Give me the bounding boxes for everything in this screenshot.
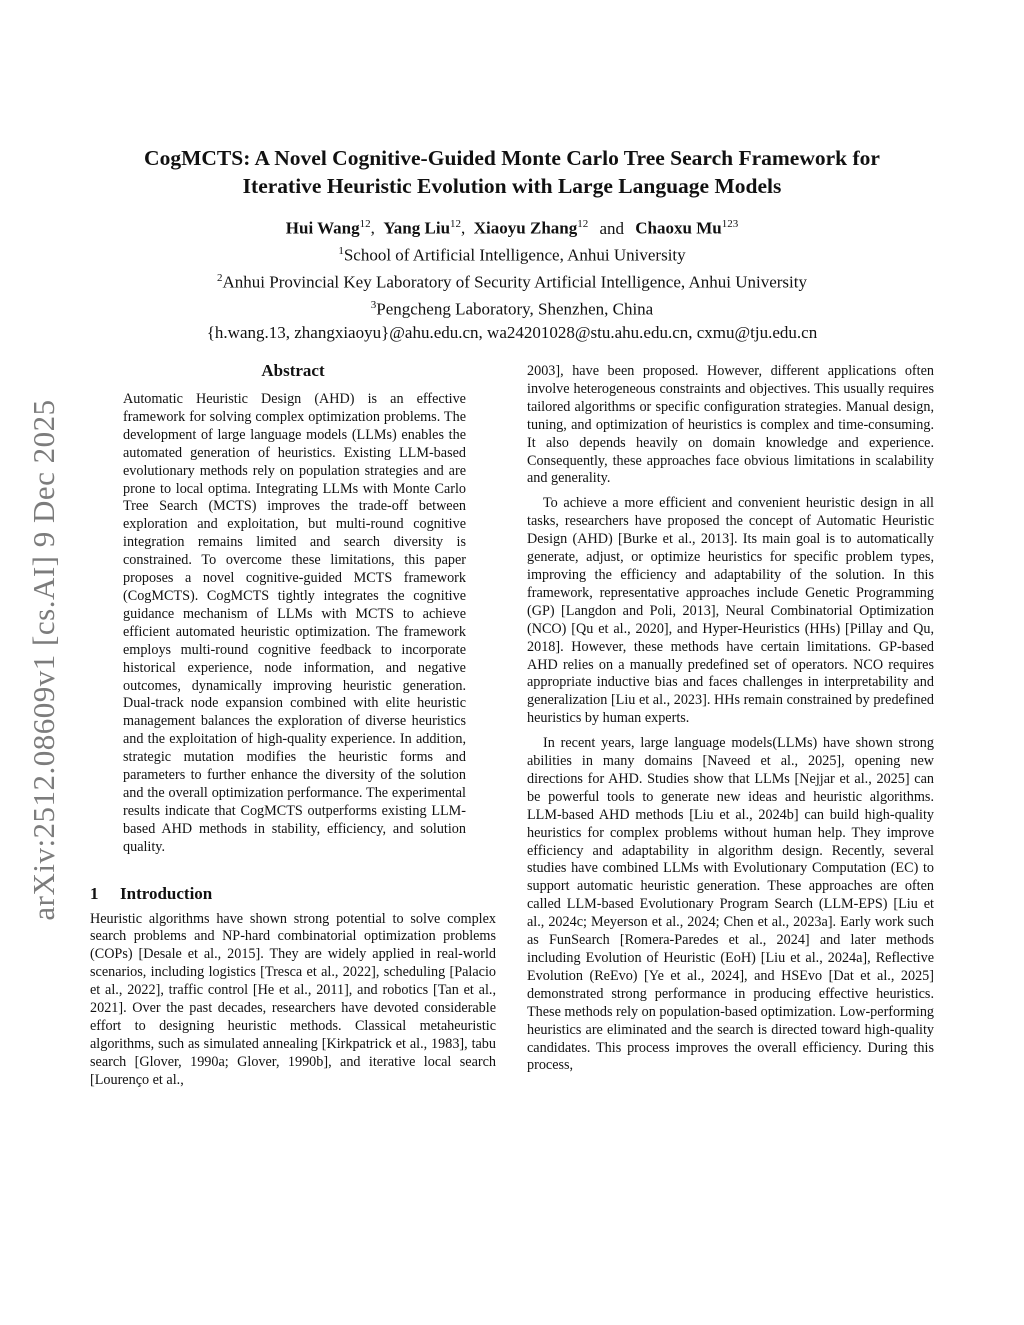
arxiv-identifier: arXiv:2512.08609v1 [cs.AI] 9 Dec 2025: [26, 399, 61, 921]
section-number: 1: [90, 883, 99, 903]
intro-paragraph-2: To achieve a more efficient and convenient heuristic design in all tasks, researchers have proposed the concept of Automatic Heuristic Design (AHD) [Burke et al., 2013]. Its main goal is to automatically generate, adjust, or optimize heuristics for specific problem types, improving the efficiency and adaptability of the solution. In this framework, representative approaches include Genetic Programming (GP) [Langdon and Poli, 2013], Neural Combinatorial Optimization (NCO) [Qu et al., 2020], and Hyper-Heuristics (HHs) [Pillay and Qu, 2018]. However, these methods have certain limitations. GP-based AHD relies on a manually predefined set of operators. NCO requires appropriate inductive bias and faces challenges in interpretability and generalization [Liu et al., 2023]. HHs remain constrained by predefined heuristics by human experts.: [527, 495, 934, 727]
title-line-1: CogMCTS: A Novel Cognitive-Guided Monte Carlo Tree Search Framework for: [144, 146, 880, 170]
author-affiliation-marks: 12: [577, 218, 589, 230]
author-name: Yang Liu: [383, 218, 451, 238]
arxiv-watermark: [24, 380, 64, 940]
author-affiliation-marks: 123: [721, 218, 739, 230]
right-column: [527, 363, 934, 1075]
title-line-2: Iterative Heuristic Evolution with Large Language Models: [242, 174, 782, 198]
abstract-text: Automatic Heuristic Design (AHD) is an effective framework for solving complex optimization problems. The development of large language models (LLMs) enables the automated generation of heuristics. Existing LLM-based evolutionary methods rely on population strategies and are prone to local optima. Integrating LLMs with Monte Carlo Tree Search (MCTS) improves the trade-off between exploration and exploitation, but multi-round cognitive integration remains limited and search diversity is constrained. To overcome these limitations, this paper proposes a novel cognitive-guided MCTS framework (CogMCTS). CogMCTS tightly integrates the cognitive guidance mechanism of LLMs with MCTS to achieve efficient automated heuristic optimization. The framework employs multi-round cognitive feedback to incorporate historical experience, node information, and negative outcomes, dynamically improving heuristic generation. Dual-track node expansion combined with elite heuristic management balances the exploration of diverse heuristics and the exploitation of high-quality experience. In addition, strategic mutation modifies the heuristic forms and parameters to further enhance the diversity of the solution and the overall optimization performance. The experimental results indicate that CogMCTS outperforms existing LLM-based AHD methods in stability, efficiency, and solution quality.: [123, 391, 466, 855]
author-name: Hui Wang: [285, 218, 360, 238]
intro-paragraph-3: In recent years, large language models(LLMs) have shown strong abilities in many domains [Naveed et al., 2025], opening new directions for AHD. Studies show that LLMs [Nejjar et al., 2025] can be powerful tools to generate new ideas and heuristic algorithms. LLM-based AHD methods [Liu et al., 2024b] can build high-quality heuristics for complex problems without human help. They improve efficiency and adaptability in algorithm design. Recently, several studies have combined LLMs with Evolutionary Computation (EC) to support automatic heuristic generation. These approaches are often called LLM-based Evolutionary Program Search (LLM-EPS) [Liu et al., 2024c; Meyerson et al., 2024; Chen et al., 2023a]. Early work such as FunSearch [Romera-Paredes et al., 2024] and later methods including Evolution of Heuristic (EoH) [Liu et al., 2024a], Reflective Evolution (ReEvo) [Ye et al., 2024], and HSEvo [Dat et al., 2025] demonstrated strong performance in producing effective heuristics. These methods rely on population-based optimization. Low-performing heuristics are eliminated and the search is directed toward high-quality candidates. This process improves the overall efficiency. During this process,: [527, 735, 935, 1074]
author-conjunction: and: [599, 218, 625, 238]
section-heading-introduction: [90, 883, 496, 905]
author-affiliation-marks: 12: [359, 218, 371, 230]
section-title: Introduction: [120, 883, 213, 903]
affiliation-line: [70, 267, 954, 294]
left-column: [90, 360, 496, 1090]
author-affiliation-marks: 12: [450, 218, 462, 230]
author-list: Hui Wang$^{12}$, Yang Liu$^{12}$, Xiaoyu Zhang$^{12}$ and Chaoxu Mu$^{123}$: [285, 218, 739, 238]
affiliation-mark: 2: [217, 272, 223, 285]
affiliation-line: [70, 294, 954, 321]
affiliation-mark: 1: [338, 245, 344, 257]
author-name: Chaoxu Mu: [635, 218, 722, 238]
affiliations: [70, 240, 954, 345]
affiliation-line: [70, 240, 954, 267]
paper-title: [70, 144, 954, 200]
affiliation-text: School of Artificial Intelligence, Anhui University: [343, 245, 686, 265]
affiliation-mark: 3: [370, 299, 377, 312]
author-emails: {h.wang.13, zhangxiaoyu}@ahu.edu.cn, wa24201028@stu.ahu.edu.cn, cxmu@tju.edu.cn: [206, 323, 818, 343]
author-name: Xiaoyu Zhang: [473, 218, 578, 238]
intro-paragraph-1: Heuristic algorithms have shown strong potential to solve complex search problems and NP-hard combinatorial optimization problems (COPs) [Desale et al., 2015]. They are widely applied in real-world scenarios, including logistics [Tresca et al., 2022], scheduling [Palacio et al., 2022], traffic control [He et al., 2011], and robotics [Tan et al., 2021]. Over the past decades, researchers have devoted considerable effort to designing heuristic methods. Classical metaheuristic algorithms, such as simulated annealing [Kirkpatrick et al., 1983], tabu search [Glover, 1990a; Glover, 1990b], and iterative local search [Lourenço et al.,: [90, 910, 496, 1088]
intro-paragraph-1-continued: 2003], have been proposed. However, different applications often involve heterogeneous constraints and objectives. This usually requires tailored algorithms or specific configuration strategies. Manual design, tuning, and optimization of heuristics is complex and time-consuming. It also depends heavily on domain knowledge and experience. Consequently, these approaches face obvious limitations in scalability and generality.: [527, 363, 934, 487]
affiliation-text: Anhui Provincial Key Laboratory of Security Artificial Intelligence, Anhui University: [222, 272, 807, 292]
abstract-heading: Abstract: [261, 361, 325, 380]
affiliation-text: Pengcheng Laboratory, Shenzhen, China: [376, 299, 654, 319]
